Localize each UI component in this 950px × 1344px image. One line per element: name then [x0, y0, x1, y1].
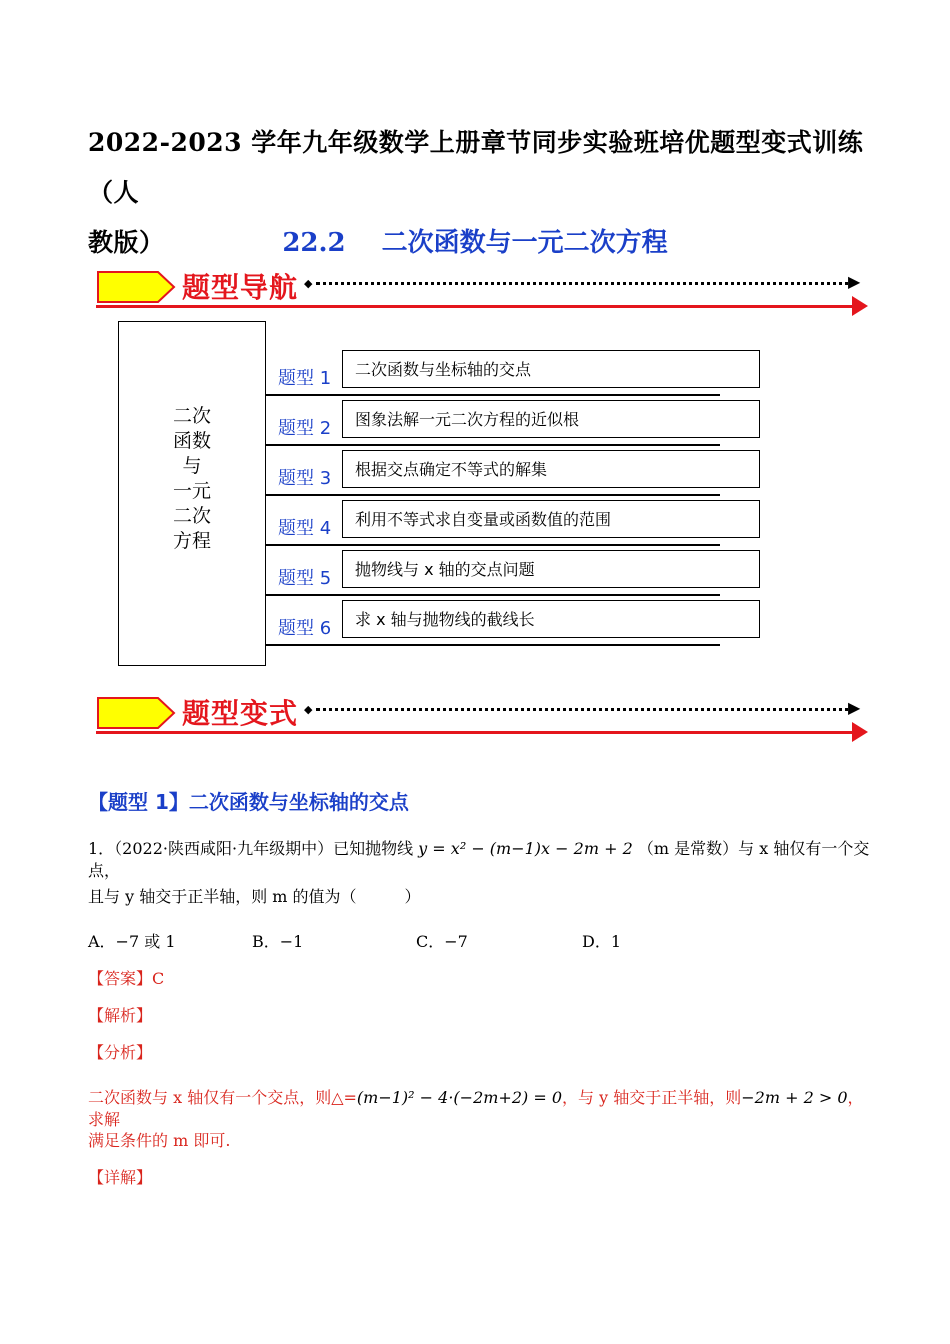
- nav-topic-line: 二次: [172, 405, 211, 427]
- fenxi-label: 【分析】: [88, 1043, 153, 1062]
- title-line-1: 2022-2023 学年九年级数学上册章节同步实验班培优题型变式训练（人: [88, 128, 864, 207]
- nav-type-label: 题型 5: [278, 568, 332, 589]
- question-suffix: （m 是常数）与 x 轴仅有一个交点，: [88, 839, 870, 880]
- question-line-2: 且与 y 轴交于正半轴，则 m 的值为（ ）: [88, 887, 421, 906]
- divider: [266, 394, 720, 396]
- nav-row-5[interactable]: [266, 550, 766, 600]
- nav-banner: [96, 266, 870, 326]
- nav-topic-box: [118, 321, 266, 666]
- nav-type-title: 抛物线与 x 轴的交点问题: [342, 550, 760, 588]
- divider: [266, 494, 720, 496]
- divider: [266, 644, 720, 646]
- nav-topic-line: 与: [182, 455, 202, 477]
- nav-topic-line: 方程: [172, 530, 211, 552]
- divider: [266, 594, 720, 596]
- nav-topic-text: [119, 404, 265, 554]
- nav-type-title: 二次函数与坐标轴的交点: [342, 350, 760, 388]
- explanation-line-2: 满足条件的 m 即可.: [88, 1131, 231, 1150]
- nav-topic-line: 一元: [172, 480, 211, 502]
- question-type-heading: 【题型 1】二次函数与坐标轴的交点: [88, 790, 409, 814]
- nav-type-title: 求 x 轴与抛物线的截线长: [342, 600, 760, 638]
- nav-row-2[interactable]: [266, 400, 766, 450]
- nav-banner-label: 题型导航: [182, 271, 299, 304]
- triangle-right-icon: ▶: [848, 272, 861, 291]
- nav-type-label: 题型 2: [278, 418, 332, 439]
- answer: 【答案】C: [88, 969, 165, 988]
- dotted-line: [316, 708, 856, 711]
- nav-row-1[interactable]: [266, 350, 766, 400]
- nav-type-label: 题型 3: [278, 468, 332, 489]
- dotted-line: [316, 282, 856, 285]
- red-arrow-icon: [852, 722, 868, 742]
- section-number: 22.2: [282, 228, 346, 258]
- section-title: [0, 222, 950, 259]
- nav-topic-line: 二次: [172, 505, 211, 527]
- option-c[interactable]: C．−7: [416, 932, 468, 951]
- nav-topic-line: 函数: [172, 430, 211, 452]
- nav-type-title: 图象法解一元二次方程的近似根: [342, 400, 760, 438]
- nav-row-6[interactable]: [266, 600, 766, 650]
- explanation-line-1: [88, 1087, 878, 1131]
- red-arrow-icon: [852, 296, 868, 316]
- detail-label: 【详解】: [88, 1168, 153, 1187]
- explain-text-c: ，求解: [88, 1088, 864, 1129]
- analysis-label: 【解析】: [88, 1006, 153, 1025]
- option-d[interactable]: D．1: [582, 932, 622, 951]
- nav-type-label: 题型 1: [278, 368, 332, 389]
- explain-text-a: 二次函数与 x 轴仅有一个交点，则△=: [88, 1088, 357, 1107]
- red-rule: [96, 305, 856, 308]
- title-line-2: 教版）: [88, 228, 165, 257]
- red-rule: [96, 731, 856, 734]
- question-prefix: 1．（2022·陕西咸阳·九年级期中）已知抛物线: [88, 839, 414, 858]
- discriminant-formula: (m−1)² − 4·(−2m+2) = 0: [356, 1088, 563, 1107]
- explain-text-b: ，与 y 轴交于正半轴，则: [562, 1088, 742, 1107]
- diamond-icon: ◆: [304, 277, 313, 290]
- variant-banner-label: 题型变式: [182, 697, 299, 730]
- question-line-1: [88, 838, 878, 882]
- section-name: 二次函数与一元二次方程: [381, 228, 668, 258]
- divider: [266, 444, 720, 446]
- nav-type-title: 利用不等式求自变量或函数值的范围: [342, 500, 760, 538]
- nav-type-label: 题型 6: [278, 618, 332, 639]
- option-a[interactable]: A．−7 或 1: [88, 932, 176, 951]
- arrow-tag-icon: [96, 696, 176, 730]
- nav-type-title: 根据交点确定不等式的解集: [342, 450, 760, 488]
- variant-banner: [96, 692, 870, 752]
- nav-row-3[interactable]: [266, 450, 766, 500]
- nav-type-label: 题型 4: [278, 518, 332, 539]
- nav-row-4[interactable]: [266, 500, 766, 550]
- arrow-tag-icon: [96, 270, 176, 304]
- option-b[interactable]: B．−1: [252, 932, 304, 951]
- parabola-formula: y = x² − (m−1)x − 2m + 2: [418, 839, 633, 858]
- triangle-right-icon: ▶: [848, 698, 861, 717]
- divider: [266, 544, 720, 546]
- inequality-formula: −2m + 2 > 0: [741, 1088, 848, 1107]
- diamond-icon: ◆: [304, 703, 313, 716]
